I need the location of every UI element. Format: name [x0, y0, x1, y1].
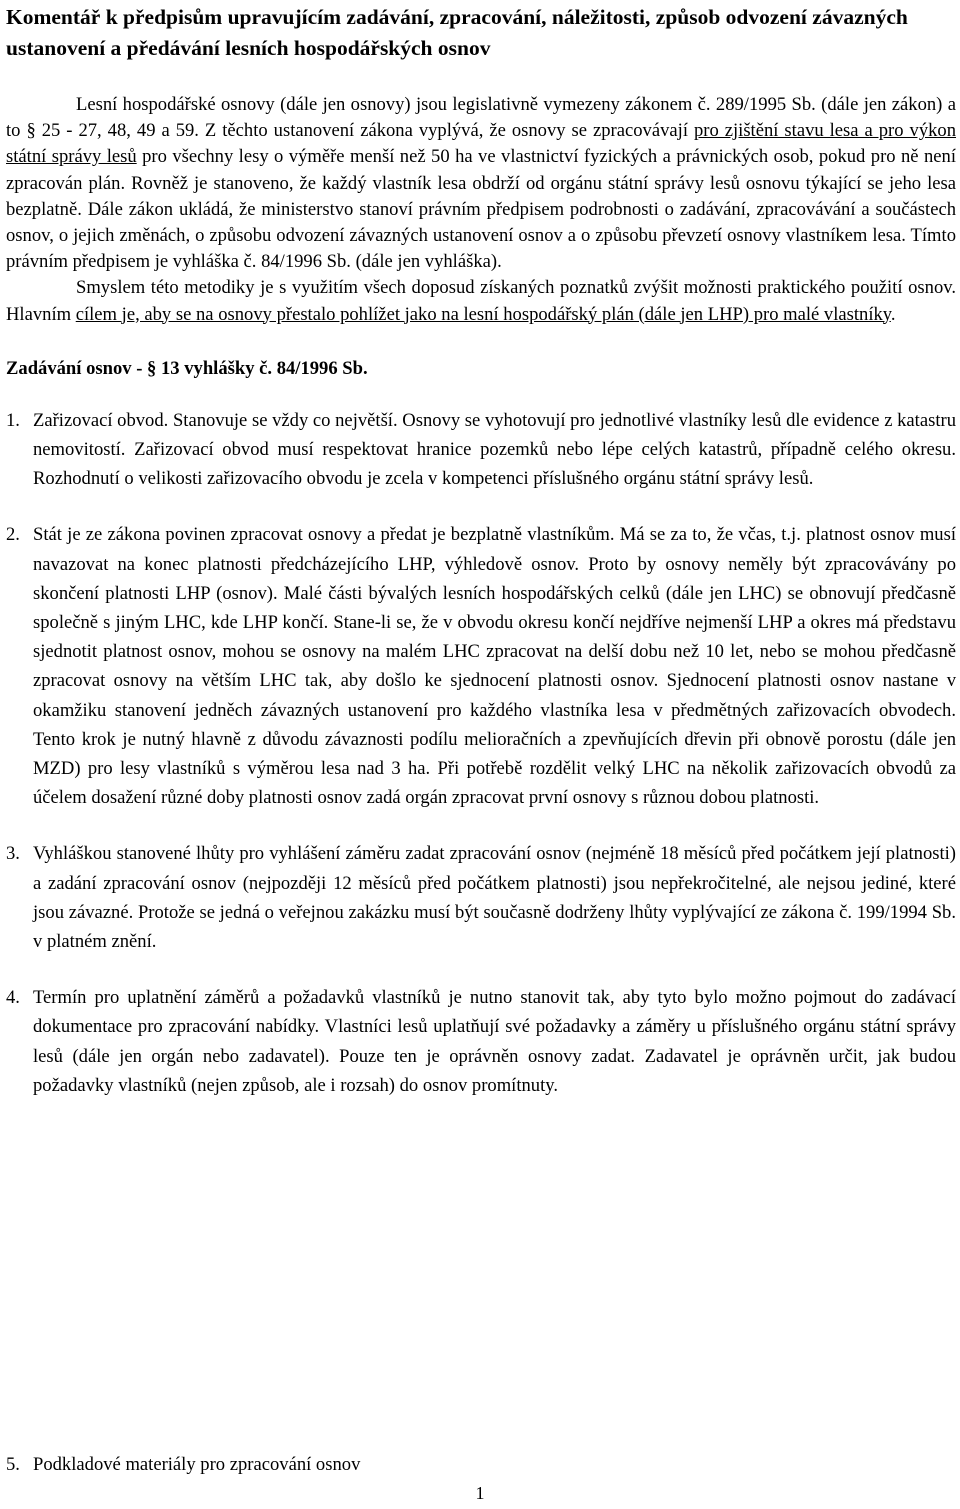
- intro-paragraph-2: [6, 275, 956, 327]
- underlined-text: pro zjištění stavu lesa a pro výkon státní správy lesů: [6, 120, 957, 168]
- item-text: Stát je ze zákona povinen zpracovat osnovy a předat je bezplatně vlastníkům. Má se za to, že včas, t.j. platnost osnov musí navazovat na konec platnosti předcházejícího LHP, výhledově osnov. Proto by osnovy neměly být zpracovávány po skončení platnosti LHP (osnov). Malé části bývalých lesních hospodářských celků (dále jen LHC) se obnovují předčasně společně s jiným LHC, kde LHP končí. Stane-li se, že v obvodu okresu končí nejdříve nejmenší LHP a okres má představu sjednotit platnost osnov, mohou se osnovy na malém LHC zpracovat na delší dobu než 10 let, nebo se mohou předčasně zpracovat osnovy na větším LHC tak, aby došlo ke sjednocení platnosti osnov. Sjednocení platnosti osnov nastane v okamžiku stanovení jedněch závazných ustanovení pro každého vlastníka lesa v předmětných zařizovacích obvodech. Tento krok je nutný hlavně z důvodu závaznosti podílu melioračních a zpevňujících dřevin při obnově porostu (dále jen MZD) pro lesy vlastníků s výměrou lesa nad 3 ha. Při potřebě rozdělit velký LHC na několik zařizovacích obvodů za účelem dosažení různé doby platnosti osnov zadá orgán zpracovat první osnovy s různou dobou platnosti.: [33, 524, 956, 809]
- item-text: Termín pro uplatnění záměrů a požadavků vlastníků je nutno stanovit tak, aby tyto bylo možno pojmout do zadávací dokumentace pro zpracování nabídky. Vlastníci lesů uplatňují své požadavky a záměry u příslušného orgánu státní správy lesů (dále jen orgán nebo zadavatel). Pouze ten je oprávněn osnovy zadat. Zadavatel je oprávněn určit, jak budou požadavky vlastníků (nejen způsob, ale i rozsah) do osnov promítnuty.: [33, 987, 956, 1096]
- item-number: 1.: [6, 409, 20, 431]
- underlined-text: cílem je, aby se na osnovy přestalo pohlížet jako na lesní hospodářský plán (dále jen LHP) pro malé vlastníky: [75, 303, 891, 325]
- document-title: Komentář k předpisům upravujícím zadávání, zpracování, náležitosti, způsob odvození závazných ustanovení a předávání lesních hospodářských osnov: [6, 5, 908, 60]
- intro-text: Lesní hospodářské osnovy (dále jen osnovy) jsou legislativně vymezeny zákonem č. 289/1995 Sb. (dále jen zákon) a to § 25 - 27, 48, 49 a 59. Z těchto ustanovení zákona vyplývá, že osnovy se zpracovávají: [6, 94, 956, 142]
- document-page: [6, 0, 957, 1475]
- item-number: 3.: [6, 843, 20, 865]
- item-text: Zařizovací obvod. Stanovuje se vždy co největší. Osnovy se vyhotovují pro jednotlivé vlastníky lesů dle evidence z katastru nemovitostí. Zařizovací obvod musí respektovat hranice pozemků nebo lépe celých katastrů, případně celého okresu. Rozhodnutí o velikosti zařizovacího obvodu je zcela v kompetenci příslušného orgánu státní správy lesů.: [33, 409, 956, 490]
- list-item: [6, 1450, 956, 1479]
- intro-text: .: [890, 303, 896, 325]
- page-number: 1: [475, 1483, 485, 1503]
- item-number: 2.: [6, 524, 20, 546]
- item-number: 5.: [6, 1454, 20, 1475]
- item-text: Vyhláškou stanovené lhůty pro vyhlášení záměru zadat zpracování osnov (nejméně 18 měsíců před počátkem její platnosti) a zadání zpracování osnov (nejpozději 12 měsíců před počátkem platnosti) jsou nepřekročitelné, ale nejsou jediné, které jsou závazné. Protože se jedná o veřejnou zakázku musí být současně dodrženy lhůty vyplývající ze zákona č. 199/1994 Sb. v platném znění.: [33, 843, 956, 953]
- item-number: 4.: [6, 987, 20, 1009]
- intro-paragraph-1: [6, 92, 956, 275]
- section-heading: Zadávání osnov - § 13 vyhlášky č. 84/1996 Sb.: [6, 357, 368, 379]
- list-item: [6, 520, 956, 812]
- list-item: [6, 839, 956, 956]
- list-item: [6, 983, 956, 1100]
- intro-text: Smyslem této metodiky je s využitím všech doposud získaných poznatků zvýšit možnosti praktického použití osnov. Hlavním: [6, 277, 956, 325]
- intro-text: pro všechny lesy o výměře menší než 50 ha ve vlastnictví fyzických a právnických osob, pokud pro ně není zpracován plán. Rovněž je stanoveno, že každý vlastník lesa obdrží od orgánu státní správy lesů osnovu týkající se jeho lesa bezplatně. Dále zákon ukládá, že ministerstvo stanoví právním předpisem podrobnosti o zadávání, zpracovávání a součástech osnov, o jejich změnách, o způsobu odvození závazných ustanovení osnov a o způsobu převzetí osnovy vlastníkem lesa. Tímto právním předpisem je vyhláška č. 84/1996 Sb. (dále jen vyhláška).: [6, 146, 956, 273]
- list-item: [6, 406, 956, 494]
- item-text: Podkladové materiály pro zpracování osnov: [33, 1454, 361, 1475]
